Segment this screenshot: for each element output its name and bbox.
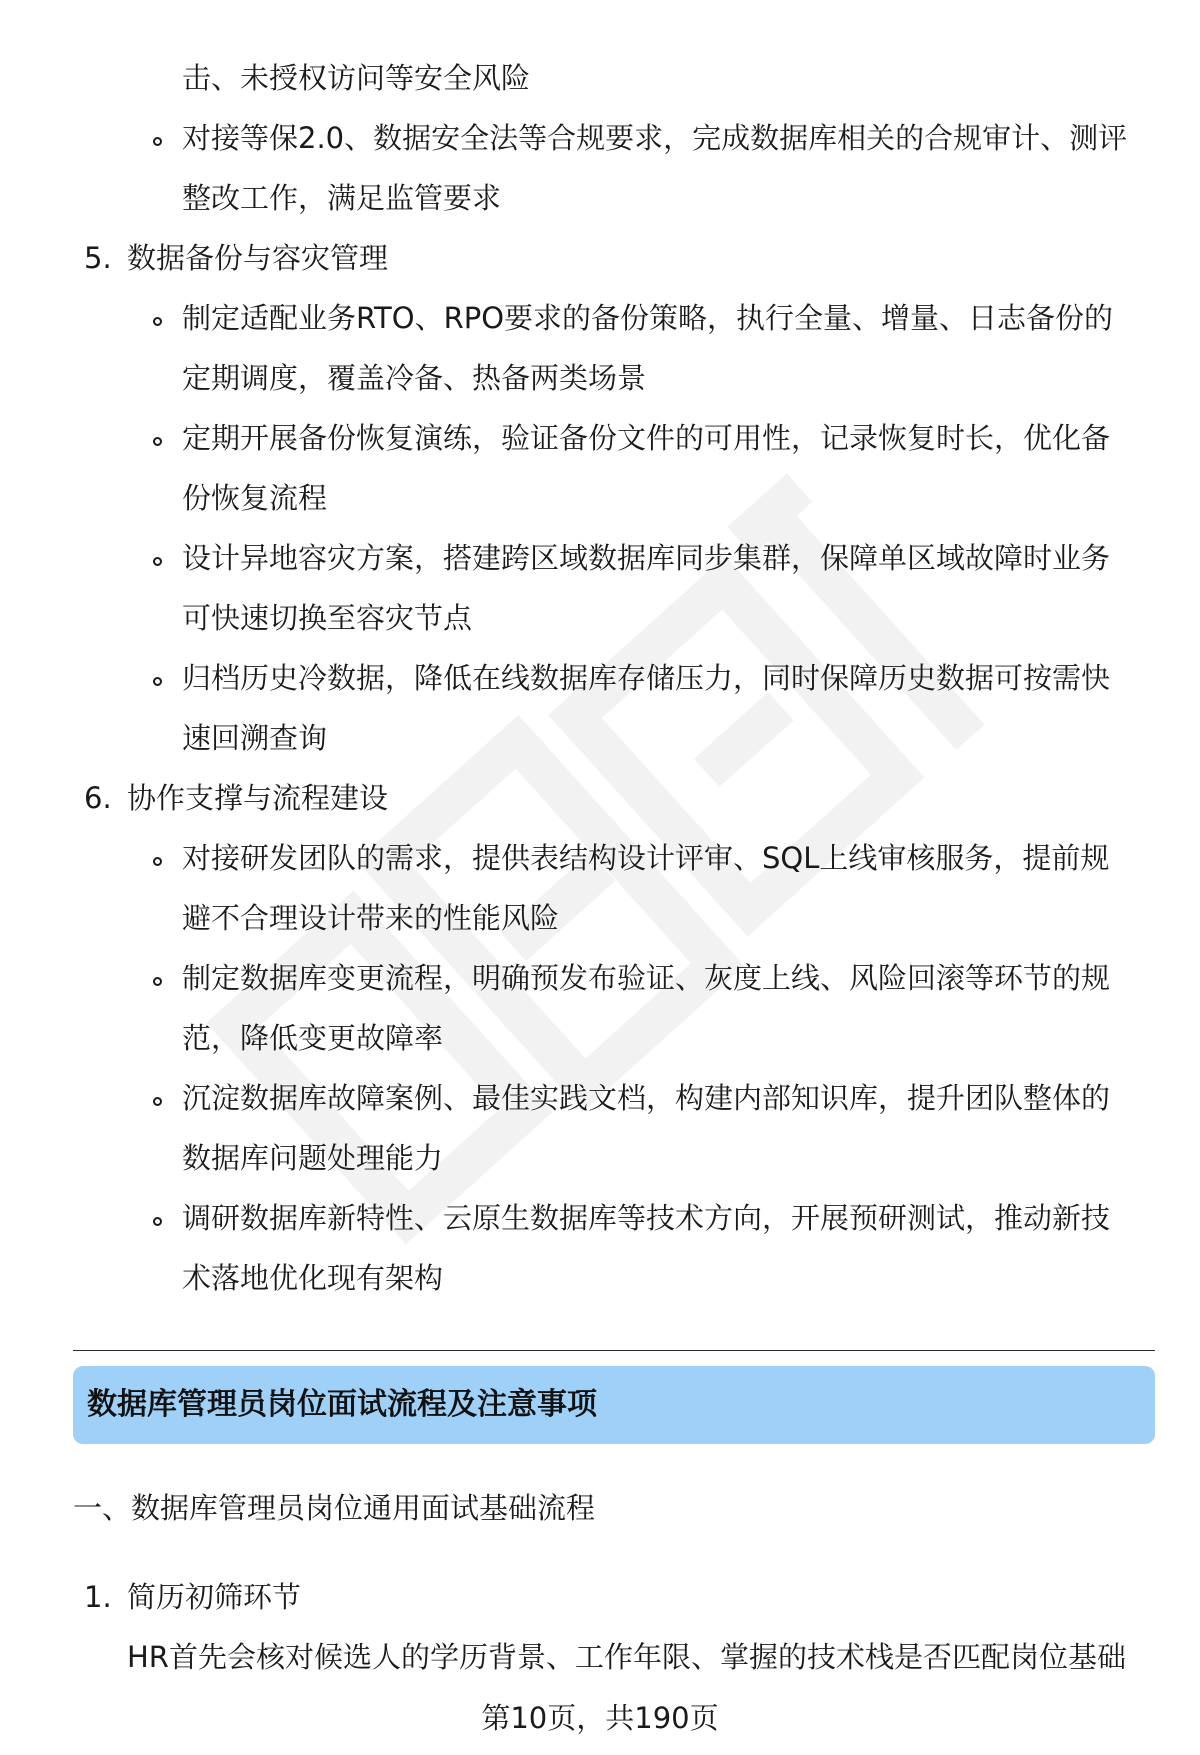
bullet-text-line: 范，降低变更故障率 bbox=[182, 1021, 444, 1055]
list-number: 6. bbox=[84, 781, 112, 815]
bullet-marker bbox=[153, 977, 162, 986]
bullet-text-line: 速回溯查询 bbox=[182, 721, 328, 755]
bullet-marker bbox=[153, 1217, 162, 1226]
bullet-marker bbox=[153, 557, 162, 566]
continued-text-line: 击、未授权访问等安全风险 bbox=[182, 61, 531, 95]
bullet-text-line: 沉淀数据库故障案例、最佳实践文档，构建内部知识库，提升团队整体的 bbox=[182, 1081, 1111, 1115]
section-title: 协作支撑与流程建设 bbox=[127, 781, 389, 815]
list-number: 1. bbox=[84, 1580, 112, 1614]
bullet-text-line: 份恢复流程 bbox=[182, 481, 328, 515]
section-divider bbox=[73, 1350, 1155, 1351]
item-title: 简历初筛环节 bbox=[127, 1580, 302, 1614]
bullet-text-line: 可快速切换至容灾节点 bbox=[182, 601, 473, 635]
bullet-text-line: 整改工作，满足监管要求 bbox=[182, 181, 502, 215]
banner-title: 数据库管理员岗位面试流程及注意事项 bbox=[87, 1387, 597, 1422]
bullet-text-line: 对接研发团队的需求，提供表结构设计评审、SQL上线审核服务，提前规 bbox=[182, 841, 1110, 875]
bullet-marker bbox=[153, 317, 162, 326]
bullet-text-line: 定期开展备份恢复演练，验证备份文件的可用性，记录恢复时长，优化备 bbox=[182, 421, 1111, 455]
part-heading: 一、数据库管理员岗位通用面试基础流程 bbox=[73, 1491, 596, 1525]
bullet-marker bbox=[153, 1097, 162, 1106]
bullet-text-line: 定期调度，覆盖冷备、热备两类场景 bbox=[182, 361, 647, 395]
bullet-text-line: 归档历史冷数据，降低在线数据库存储压力，同时保障历史数据可按需快 bbox=[182, 661, 1111, 695]
bullet-text-line: 对接等保2.0、数据安全法等合规要求，完成数据库相关的合规审计、测评 bbox=[182, 121, 1128, 155]
bullet-text-line: 术落地优化现有架构 bbox=[182, 1261, 444, 1295]
section-banner bbox=[73, 1366, 1155, 1444]
section-title: 数据备份与容灾管理 bbox=[127, 241, 389, 275]
list-number: 5. bbox=[84, 241, 112, 275]
bullet-text-line: 避不合理设计带来的性能风险 bbox=[182, 901, 560, 935]
bullet-text-line: 制定适配业务RTO、RPO要求的备份策略，执行全量、增量、日志备份的 bbox=[182, 301, 1114, 335]
bullet-marker bbox=[153, 137, 162, 146]
bullet-text-line: 制定数据库变更流程，明确预发布验证、灰度上线、风险回滚等环节的规 bbox=[182, 961, 1111, 995]
bullet-text-line: 调研数据库新特性、云原生数据库等技术方向，开展预研测试，推动新技 bbox=[182, 1201, 1111, 1235]
bullet-text-line: 数据库问题处理能力 bbox=[182, 1141, 444, 1175]
paragraph-line: HR首先会核对候选人的学历背景、工作年限、掌握的技术栈是否匹配岗位基础 bbox=[127, 1640, 1126, 1674]
bullet-marker bbox=[153, 437, 162, 446]
bullet-marker bbox=[153, 677, 162, 686]
page-number: 第10页，共190页 bbox=[481, 1701, 719, 1735]
bullet-text-line: 设计异地容灾方案，搭建跨区域数据库同步集群，保障单区域故障时业务 bbox=[182, 541, 1111, 575]
bullet-marker bbox=[153, 857, 162, 866]
